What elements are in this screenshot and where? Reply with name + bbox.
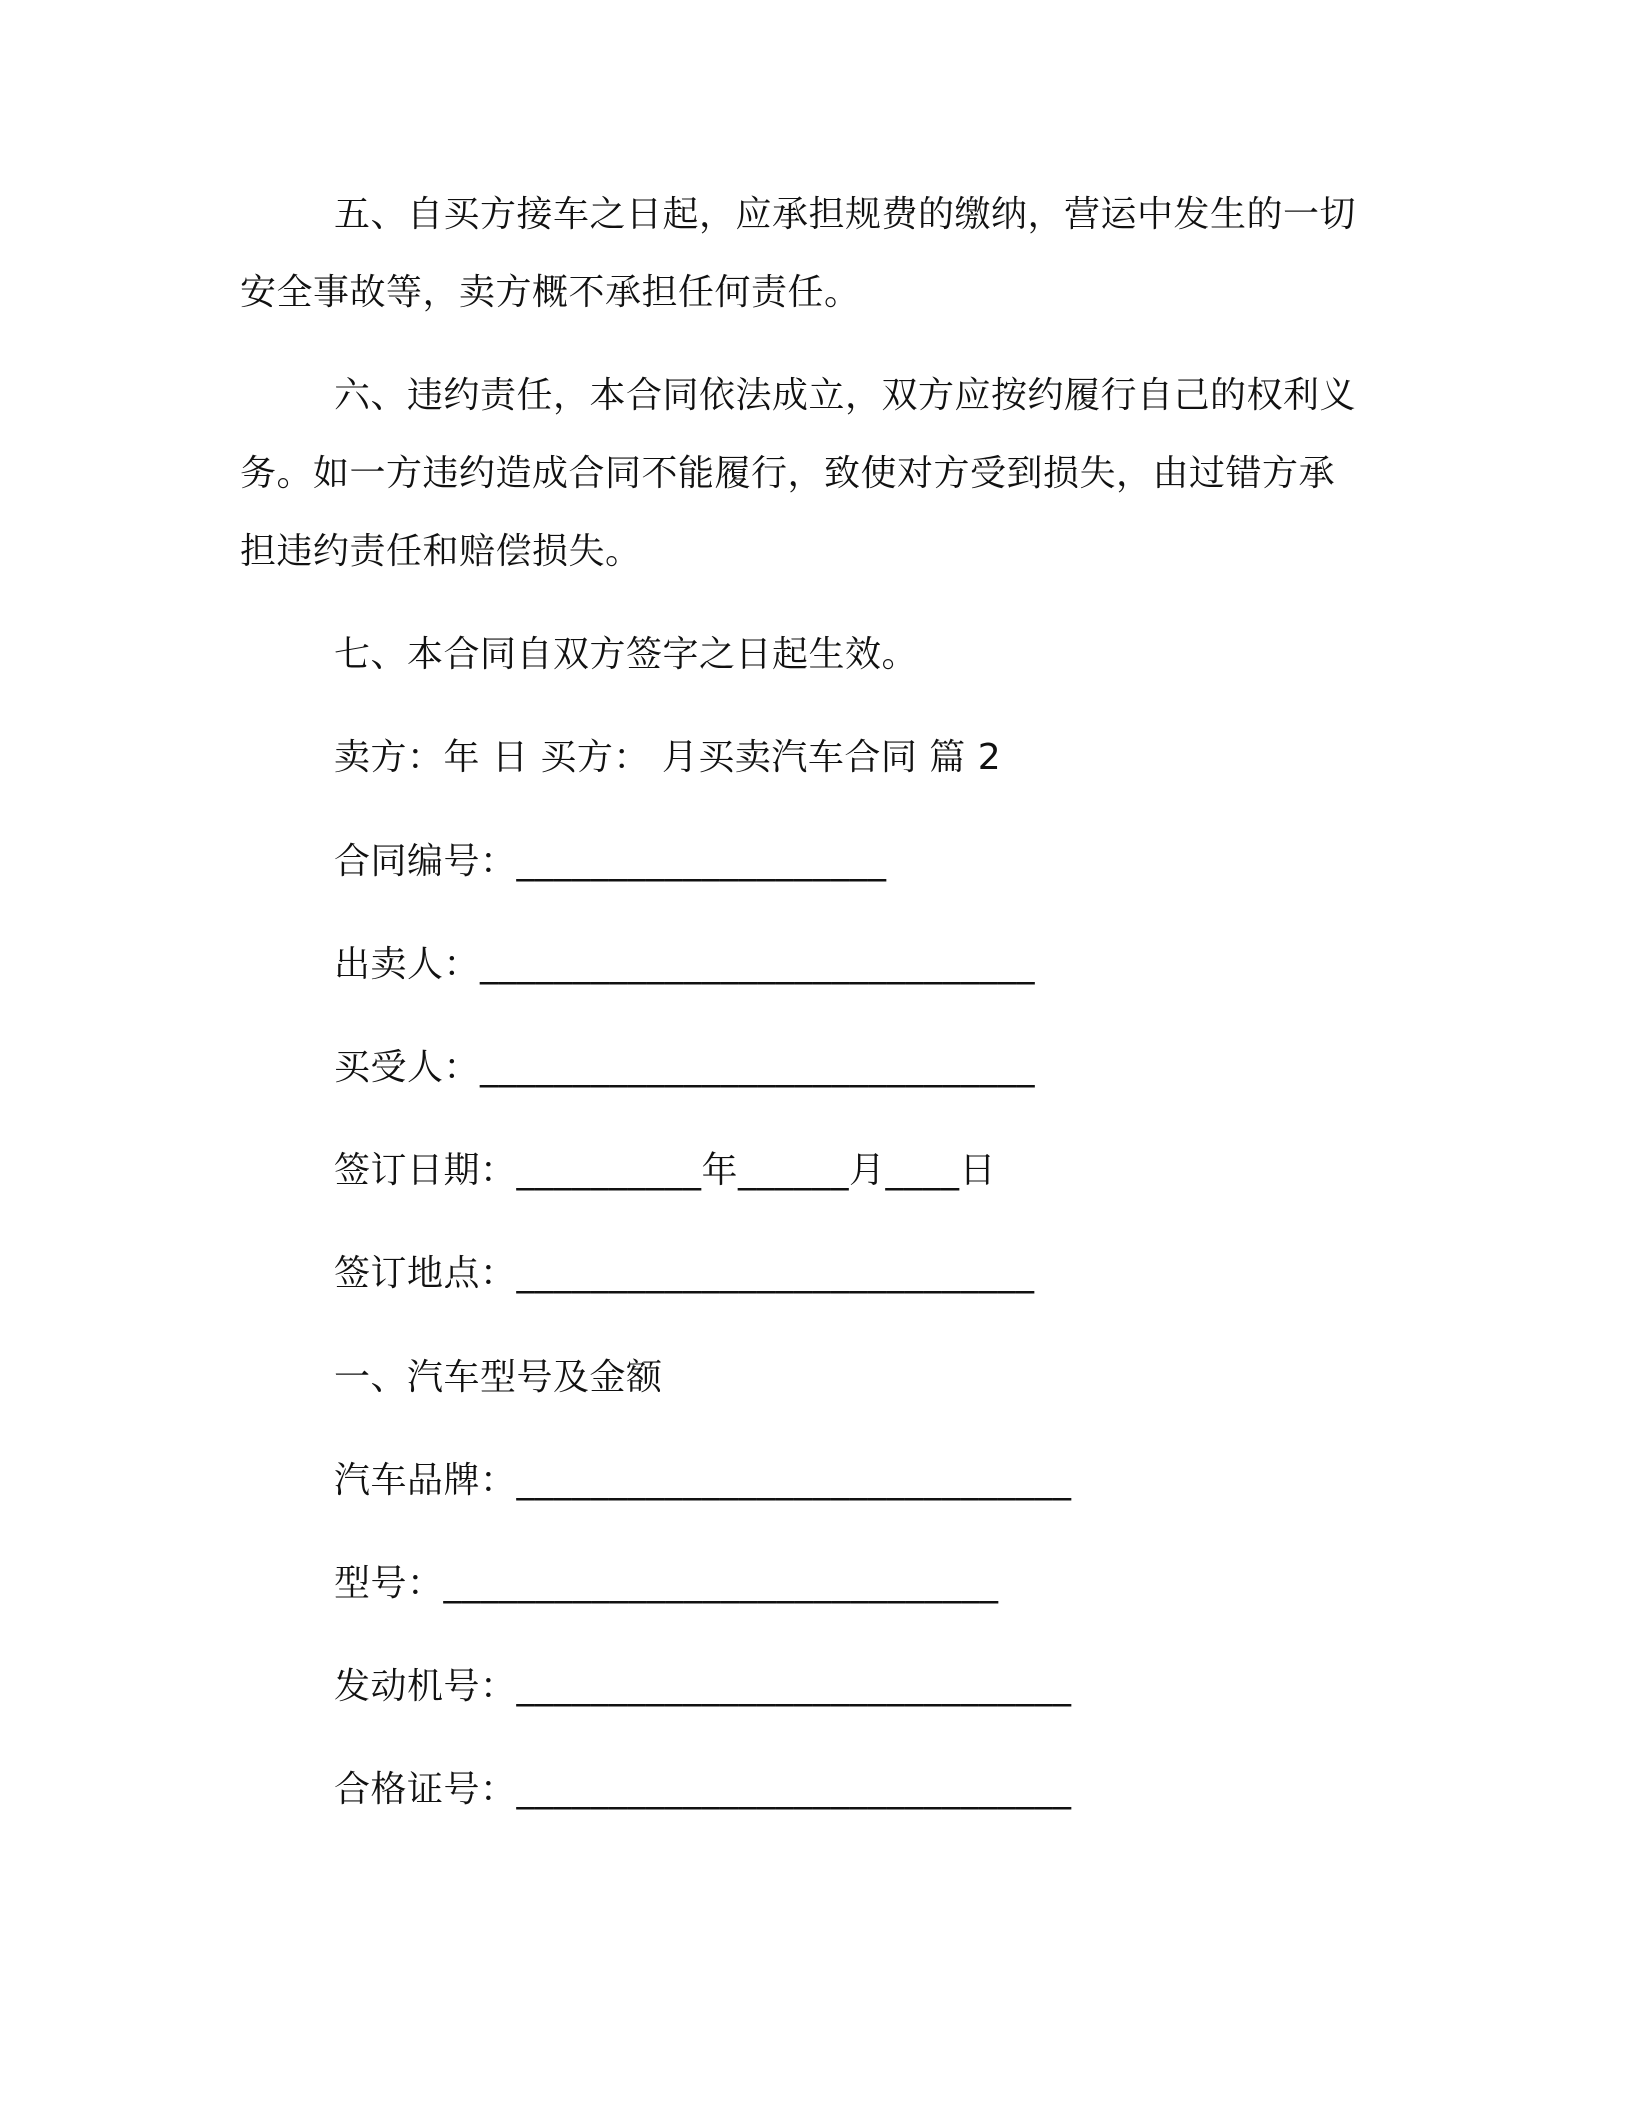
engine-number-field: 发动机号：______________________________ xyxy=(334,1666,1072,1707)
clause-6-line-3: 担违约责任和赔偿损失。 xyxy=(240,531,642,572)
section-heading-model-amount: 一、汽车型号及金额 xyxy=(334,1357,663,1398)
certificate-number-field: 合格证号：______________________________ xyxy=(334,1769,1072,1810)
seller-field: 出卖人：______________________________ xyxy=(334,944,1036,985)
signing-date-field: 签订日期：__________年______月____日 xyxy=(334,1150,997,1191)
model-field: 型号：______________________________ xyxy=(334,1563,999,1604)
signature-header-line: 卖方：年 日 买方： 月买卖汽车合同 篇 2 xyxy=(334,737,1002,778)
buyer-field: 买受人：______________________________ xyxy=(334,1047,1036,1088)
contract-number-field: 合同编号：____________________ xyxy=(334,841,887,882)
clause-5-line-2: 安全事故等，卖方概不承担任何责任。 xyxy=(240,272,861,313)
clause-7-line: 七、本合同自双方签字之日起生效。 xyxy=(334,634,919,675)
clause-6-line-1: 六、违约责任，本合同依法成立，双方应按约履行自己的权利义 xyxy=(334,375,1357,416)
car-brand-field: 汽车品牌：______________________________ xyxy=(334,1460,1072,1501)
clause-6-line-2: 务。如一方违约造成合同不能履行，致使对方受到损失，由过错方承 xyxy=(240,453,1336,494)
signing-location-field: 签订地点：____________________________ xyxy=(334,1253,1035,1294)
clause-5-line-1: 五、自买方接车之日起，应承担规费的缴纳，营运中发生的一切 xyxy=(334,194,1357,235)
